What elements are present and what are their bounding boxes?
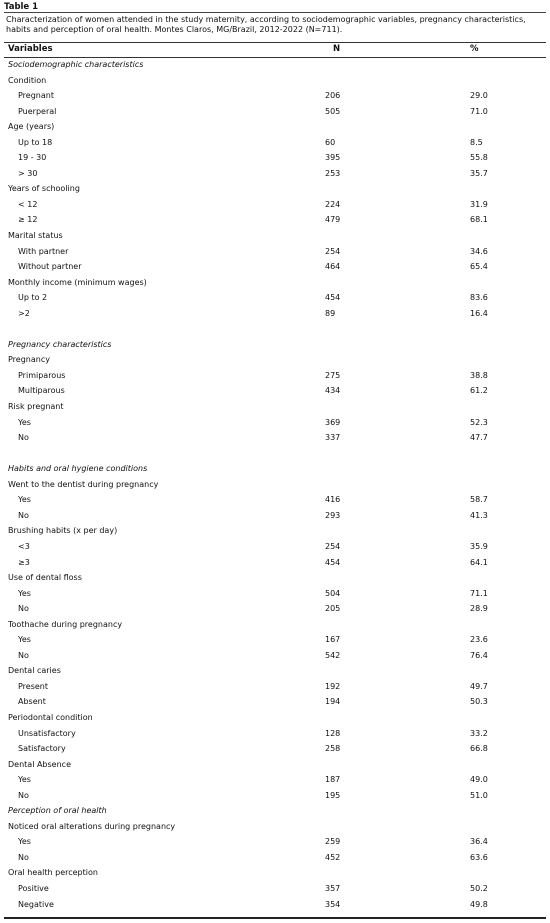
- count-cell: 454: [325, 557, 341, 567]
- count-cell: 479: [325, 215, 341, 225]
- category-label: No: [18, 650, 29, 660]
- table-row: [0, 368, 550, 384]
- percent-cell: 49.7: [470, 681, 488, 691]
- count-cell: 369: [325, 417, 341, 427]
- count-cell: 128: [325, 728, 341, 738]
- group-row: [0, 570, 550, 586]
- group-row: [0, 757, 550, 773]
- variable-label: Went to the dentist during pregnancy: [8, 479, 159, 489]
- category-label: Yes: [18, 837, 31, 847]
- count-cell: 254: [325, 541, 341, 551]
- table-row: [0, 306, 550, 322]
- group-row: [0, 73, 550, 89]
- variable-label: Dental caries: [8, 666, 61, 676]
- table-row: [0, 881, 550, 897]
- count-cell: 505: [325, 106, 341, 116]
- percent-cell: 68.1: [470, 215, 488, 225]
- table-bottom-rule: [4, 917, 546, 919]
- table-row: [0, 772, 550, 788]
- count-cell: 192: [325, 681, 341, 691]
- table-row: [0, 897, 550, 913]
- group-row: [0, 181, 550, 197]
- percent-cell: 47.7: [470, 433, 488, 443]
- category-label: Yes: [18, 588, 31, 598]
- table-row: [0, 415, 550, 431]
- group-row: [0, 819, 550, 835]
- category-label: Present: [18, 681, 49, 691]
- group-row: [0, 228, 550, 244]
- percent-cell: 23.6: [470, 635, 488, 645]
- category-label: Without partner: [18, 262, 82, 272]
- count-cell: 293: [325, 510, 341, 520]
- table-row: [0, 539, 550, 555]
- percent-cell: 51.0: [470, 790, 488, 800]
- table-row: [0, 850, 550, 866]
- category-label: Positive: [18, 883, 49, 893]
- variable-label: Use of dental floss: [8, 573, 82, 583]
- category-label: Up to 2: [18, 293, 48, 303]
- section-label: Perception of oral health: [8, 806, 107, 816]
- percent-cell: 66.8: [470, 744, 488, 754]
- table-row: [0, 197, 550, 213]
- count-cell: 275: [325, 370, 341, 380]
- category-label: With partner: [18, 246, 69, 256]
- category-label: Yes: [18, 495, 31, 505]
- table-caption: Characterization of women attended in the study maternity, according to sociodemographic variables, pregnancy characteristics, habits and perception of oral health. Montes Claros, MG/Brazil, 2012-2022 (N=711).: [6, 15, 526, 35]
- group-row: [0, 710, 550, 726]
- category-label: Yes: [18, 775, 31, 785]
- count-cell: 504: [325, 588, 341, 598]
- category-label: Yes: [18, 635, 31, 645]
- count-cell: 254: [325, 246, 341, 256]
- table-row: [0, 150, 550, 166]
- variable-label: Periodontal condition: [8, 712, 93, 722]
- spacer-row: [0, 446, 550, 462]
- count-cell: 354: [325, 899, 341, 909]
- category-label: <3: [18, 541, 30, 551]
- variable-label: Marital status: [8, 231, 63, 241]
- percent-cell: 36.4: [470, 837, 488, 847]
- percent-cell: 8.5: [470, 137, 483, 147]
- category-label: Satisfactory: [18, 744, 66, 754]
- group-row: [0, 865, 550, 881]
- count-cell: 195: [325, 790, 341, 800]
- variable-label: Condition: [8, 75, 47, 85]
- table-row: [0, 430, 550, 446]
- percent-cell: 33.2: [470, 728, 488, 738]
- variable-label: Brushing habits (x per day): [8, 526, 118, 536]
- variable-label: Noticed oral alterations during pregnancy: [8, 821, 176, 831]
- group-row: [0, 523, 550, 539]
- percent-cell: 31.9: [470, 199, 488, 209]
- count-cell: 224: [325, 199, 341, 209]
- category-label: Multiparous: [18, 386, 65, 396]
- count-cell: 259: [325, 837, 341, 847]
- table-row: [0, 383, 550, 399]
- percent-cell: 63.6: [470, 852, 488, 862]
- variable-label: Pregnancy: [8, 355, 50, 365]
- count-cell: 194: [325, 697, 341, 707]
- percent-cell: 29.0: [470, 91, 488, 101]
- count-cell: 464: [325, 262, 341, 272]
- category-label: Negative: [18, 899, 54, 909]
- count-cell: 60: [325, 137, 336, 147]
- category-label: No: [18, 510, 29, 520]
- percent-cell: 52.3: [470, 417, 488, 427]
- table-row: [0, 632, 550, 648]
- percent-cell: 71.1: [470, 588, 488, 598]
- table-row: [0, 679, 550, 695]
- category-label: Puerperal: [18, 106, 57, 116]
- count-cell: 205: [325, 604, 341, 614]
- count-cell: 434: [325, 386, 341, 396]
- percent-cell: 55.8: [470, 153, 488, 163]
- variable-label: Age (years): [8, 122, 55, 132]
- percent-cell: 83.6: [470, 293, 488, 303]
- count-cell: 258: [325, 744, 341, 754]
- table-row: [0, 212, 550, 228]
- percent-cell: 61.2: [470, 386, 488, 396]
- percent-cell: 71.0: [470, 106, 488, 116]
- table-row: [0, 290, 550, 306]
- percent-cell: 28.9: [470, 604, 488, 614]
- count-cell: 89: [325, 308, 336, 318]
- category-label: ≥ 12: [18, 215, 38, 225]
- section-label: Habits and oral hygiene conditions: [8, 464, 148, 474]
- group-row: [0, 399, 550, 415]
- table-row: [0, 492, 550, 508]
- group-row: [0, 663, 550, 679]
- percent-cell: 16.4: [470, 308, 488, 318]
- spacer-row: [0, 321, 550, 337]
- percent-cell: 65.4: [470, 262, 488, 272]
- table-row: [0, 259, 550, 275]
- variable-label: Years of schooling: [8, 184, 80, 194]
- table-header: [0, 43, 550, 56]
- variable-label: Oral health perception: [8, 868, 98, 878]
- table-label: Table 1: [4, 2, 39, 12]
- column-header-percent: %: [470, 44, 479, 54]
- table-row: [0, 648, 550, 664]
- percent-cell: 50.2: [470, 883, 488, 893]
- category-label: > 30: [18, 168, 38, 178]
- table-row: [0, 726, 550, 742]
- category-label: No: [18, 604, 29, 614]
- category-label: < 12: [18, 199, 38, 209]
- percent-cell: 50.3: [470, 697, 488, 707]
- category-label: Unsatisfactory: [18, 728, 76, 738]
- section-row: [0, 337, 550, 353]
- category-label: Yes: [18, 417, 31, 427]
- table-row: [0, 834, 550, 850]
- category-label: Pregnant: [18, 91, 54, 101]
- table-row: [0, 694, 550, 710]
- percent-cell: 64.1: [470, 557, 488, 567]
- group-row: [0, 352, 550, 368]
- category-label: No: [18, 852, 29, 862]
- variable-label: Monthly income (minimum wages): [8, 277, 147, 287]
- table-row: [0, 788, 550, 804]
- category-label: Primiparous: [18, 370, 66, 380]
- percent-cell: 35.7: [470, 168, 488, 178]
- table-row: [0, 741, 550, 757]
- count-cell: 357: [325, 883, 341, 893]
- section-row: [0, 461, 550, 477]
- percent-cell: 41.3: [470, 510, 488, 520]
- percent-cell: 76.4: [470, 650, 488, 660]
- variable-label: Dental Absence: [8, 759, 71, 769]
- table-row: [0, 601, 550, 617]
- section-label: Pregnancy characteristics: [8, 339, 112, 349]
- group-row: [0, 275, 550, 291]
- count-cell: 452: [325, 852, 341, 862]
- category-label: No: [18, 433, 29, 443]
- group-row: [0, 119, 550, 135]
- count-cell: 253: [325, 168, 341, 178]
- column-header-n: N: [333, 44, 341, 54]
- count-cell: 395: [325, 153, 341, 163]
- count-cell: 454: [325, 293, 341, 303]
- table-row: [0, 586, 550, 602]
- count-cell: 187: [325, 775, 341, 785]
- percent-cell: 38.8: [470, 370, 488, 380]
- table-row: [0, 88, 550, 104]
- table-row: [0, 244, 550, 260]
- percent-cell: 49.0: [470, 775, 488, 785]
- count-cell: 337: [325, 433, 341, 443]
- percent-cell: 35.9: [470, 541, 488, 551]
- category-label: Absent: [18, 697, 46, 707]
- top-rule: [4, 12, 546, 13]
- category-label: 19 - 30: [18, 153, 47, 163]
- count-cell: 542: [325, 650, 341, 660]
- table-row: [0, 135, 550, 151]
- table-row: [0, 508, 550, 524]
- count-cell: 167: [325, 635, 341, 645]
- group-row: [0, 477, 550, 493]
- table-row: [0, 104, 550, 120]
- category-label: Up to 18: [18, 137, 53, 147]
- table-row: [0, 555, 550, 571]
- category-label: >2: [18, 308, 30, 318]
- column-header-variables: Variables: [8, 44, 53, 54]
- section-row: [0, 803, 550, 819]
- table-row: [0, 166, 550, 182]
- table-body: [0, 57, 550, 912]
- count-cell: 206: [325, 91, 341, 101]
- percent-cell: 34.6: [470, 246, 488, 256]
- group-row: [0, 617, 550, 633]
- variable-label: Risk pregnant: [8, 402, 64, 412]
- category-label: ≥3: [18, 557, 30, 567]
- section-label: Sociodemographic characteristics: [8, 60, 144, 69]
- category-label: No: [18, 790, 29, 800]
- percent-cell: 49.8: [470, 899, 488, 909]
- count-cell: 416: [325, 495, 341, 505]
- percent-cell: 58.7: [470, 495, 488, 505]
- section-row: [0, 57, 550, 73]
- variable-label: Toothache during pregnancy: [8, 619, 123, 629]
